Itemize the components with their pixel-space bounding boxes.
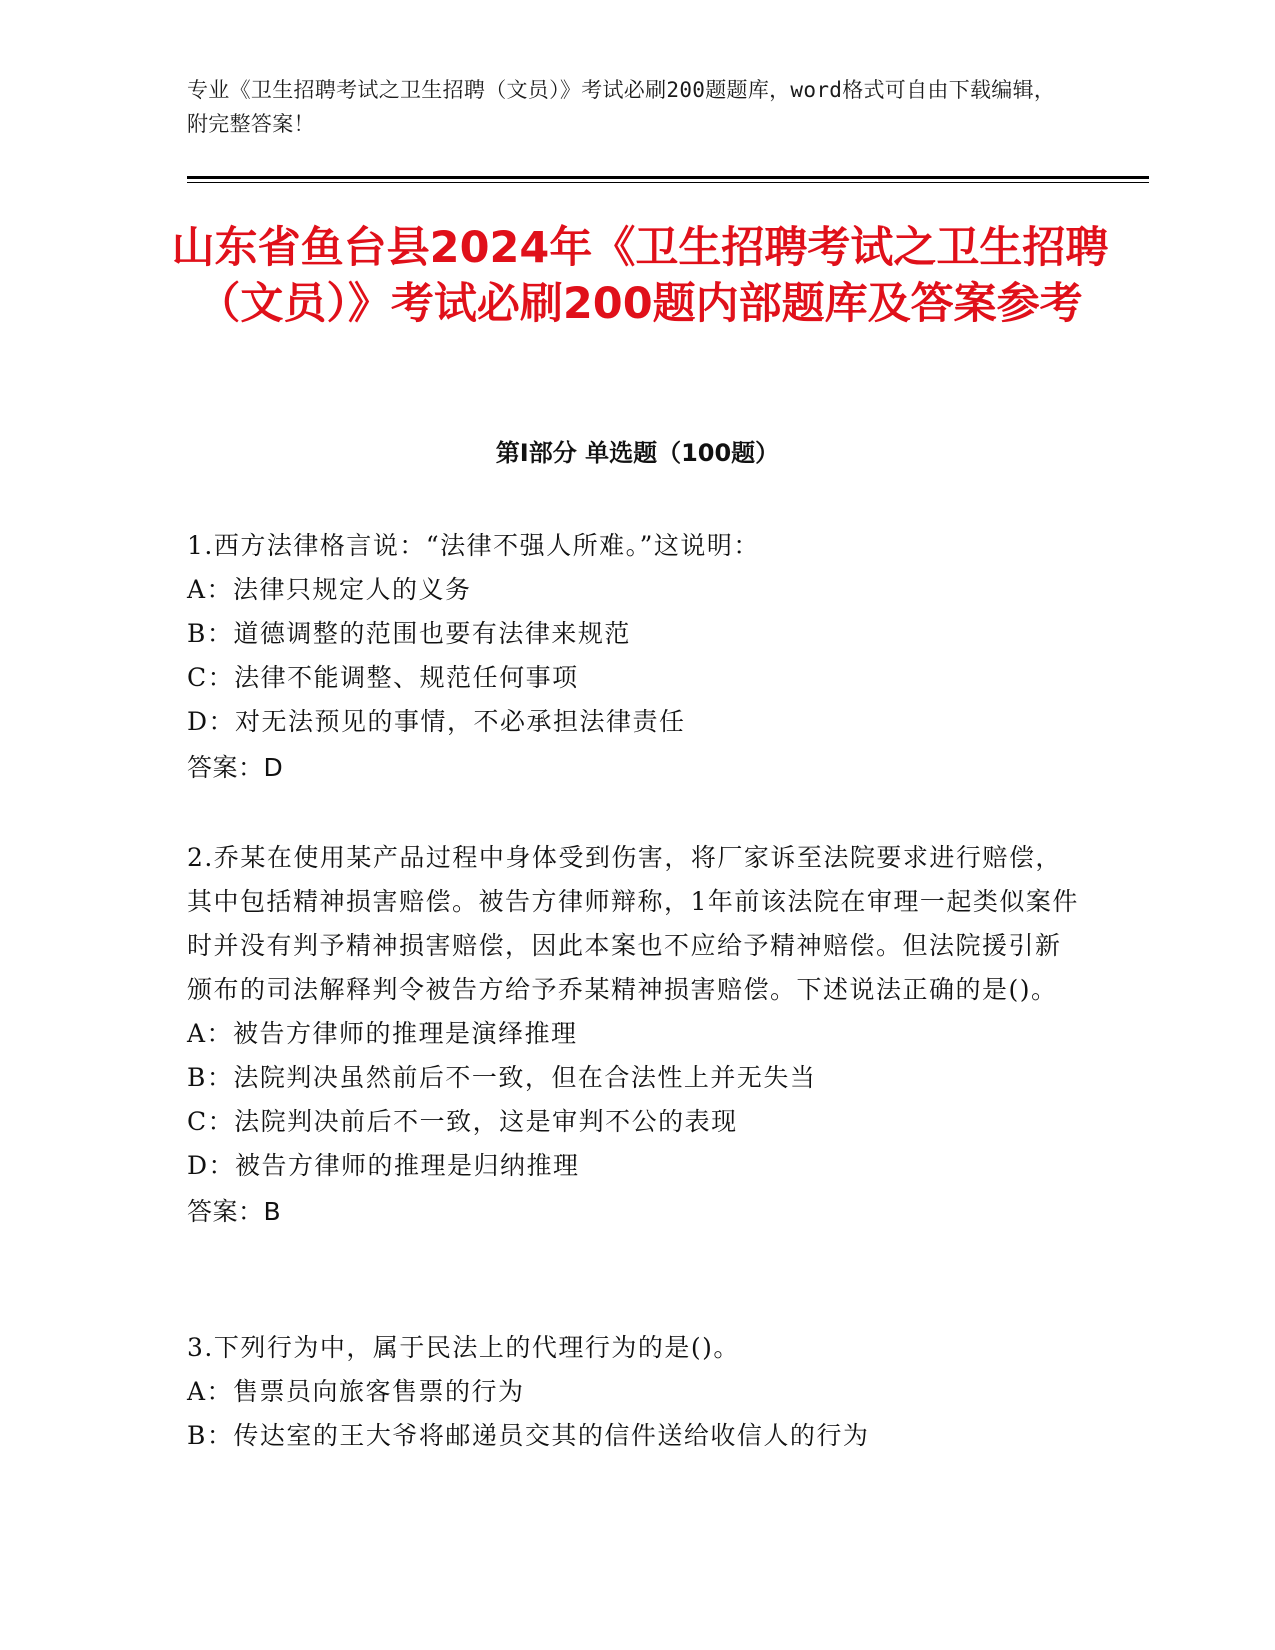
answer-line: 答案：D: [187, 753, 284, 782]
option-a: A：售票员向旅客售票的行为: [187, 1377, 525, 1406]
section-heading: 第Ⅰ部分 单选题（100题）: [495, 439, 780, 467]
header-divider-thin: [187, 182, 1149, 183]
option-b: B：法院判决虽然前后不一致，但在合法性上并无失当: [187, 1063, 817, 1092]
option-c: C：法院判决前后不一致，这是审判不公的表现: [187, 1107, 738, 1136]
option-a: A：法律只规定人的义务: [187, 575, 472, 604]
option-d: D：对无法预见的事情，不必承担法律责任: [187, 707, 686, 736]
question-stem: 1.西方法律格言说：“法律不强人所难。”这说明：: [187, 531, 760, 560]
option-b: B：传达室的王大爷将邮递员交其的信件送给收信人的行为: [187, 1421, 870, 1450]
option-c: C：法律不能调整、规范任何事项: [187, 663, 579, 692]
option-a: A：被告方律师的推理是演绎推理: [187, 1019, 578, 1048]
question-3: [187, 1326, 1087, 1458]
document-title: 山东省鱼台县2024年《卫生招聘考试之卫生招聘（文员）》考试必刷200题内部题库及答案参考: [171, 223, 1109, 329]
answer-line: 答案：B: [187, 1197, 282, 1226]
option-d: D：被告方律师的推理是归纳推理: [187, 1151, 580, 1180]
header-note: 专业《卫生招聘考试之卫生招聘（文员）》考试必刷200题题库，word格式可自由下载编辑，附完整答案！: [187, 78, 1056, 136]
option-b: B：道德调整的范围也要有法律来规范: [187, 619, 631, 648]
question-2: [187, 836, 1087, 1234]
question-stem: 3.下列行为中，属于民法上的代理行为的是()。: [187, 1333, 740, 1362]
question-1: [187, 524, 1087, 790]
header-divider: [187, 176, 1149, 179]
question-stem: 2.乔某在使用某产品过程中身体受到伤害，将厂家诉至法院要求进行赔偿，其中包括精神损害赔偿。被告方律师辩称，1年前该法院在审理一起类似案件时并没有判予精神损害赔偿，因此本案也不应给予精神赔偿。但法院援引新颁布的司法解释判令被告方给予乔某精神损害赔偿。下述说法正确的是()。: [187, 843, 1079, 1004]
